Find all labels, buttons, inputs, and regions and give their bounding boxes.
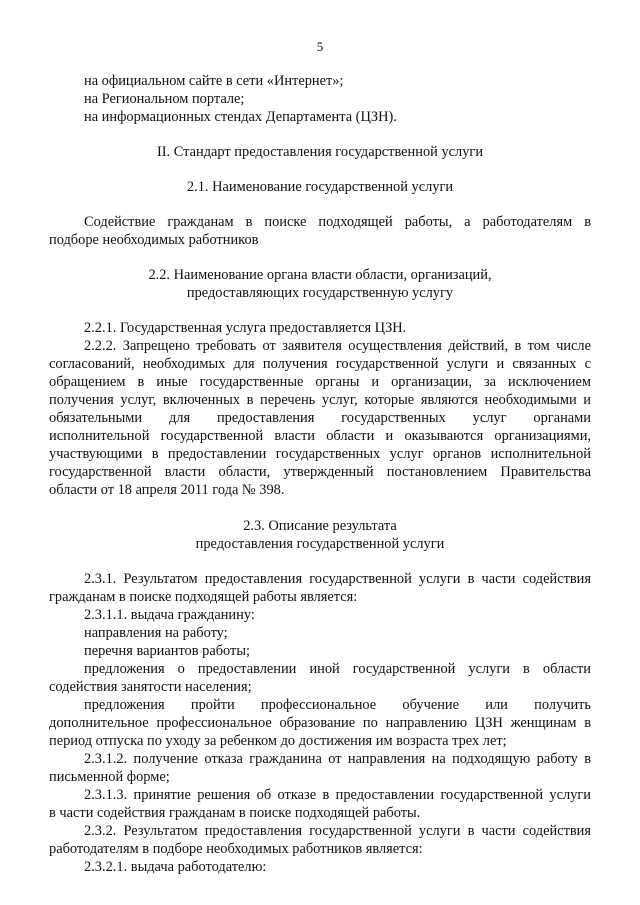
subsection-heading: предоставления государственной услуги [195, 536, 445, 552]
text-line: период отпуска по уходу за ребенком до достижения им возраста трех лет; [49, 733, 507, 749]
text-line: 2.3.1. Результатом предоставления государственной услуги в части содействия [84, 571, 591, 587]
text-line: 2.3.2. Результатом предоставления государственной услуги в части содействия [84, 823, 591, 839]
text-line: предложения о предоставлении иной государственной услуги в области [84, 661, 591, 677]
text-line: Содействие гражданам в поиске подходящей работы, а работодателям в [84, 214, 591, 230]
text-line: дополнительное профессиональное образование по направлению ЦЗН женщинам в [49, 715, 591, 731]
text-line: согласований, необходимых для получения государственной услуги и связанных с [49, 356, 591, 372]
text-line: 2.3.1.1. выдача гражданину: [84, 607, 255, 623]
text-line: письменной форме; [49, 769, 170, 785]
text-line: области от 18 апреля 2011 года № 398. [49, 482, 285, 498]
text-line: 2.2.1. Государственная услуга предоставляется ЦЗН. [84, 320, 407, 336]
section-heading: II. Стандарт предоставления государственной услуги [156, 144, 484, 160]
text-line: на официальном сайте в сети «Интернет»; [84, 73, 344, 89]
text-line: гражданам в поиске подходящей работы является: [49, 589, 358, 605]
subsection-heading: 2.1. Наименование государственной услуги [186, 179, 454, 195]
text-line: предложения пройти профессиональное обучение или получить [84, 697, 591, 713]
text-line: на Региональном портале; [84, 91, 245, 107]
text-line: 2.3.1.2. получение отказа гражданина от направления на подходящую работу в [84, 751, 591, 767]
text-line: перечня вариантов работы; [84, 643, 250, 659]
text-line: 2.2.2. Запрещено требовать от заявителя осуществления действий, в том числе [84, 338, 591, 354]
text-line: подборе необходимых работников [49, 232, 259, 248]
subsection-heading: 2.2. Наименование органа власти области, организаций, [148, 267, 492, 283]
page-number: 5 [316, 39, 324, 54]
text-line: обязательными для предоставления государственных услуг органами [49, 410, 591, 426]
text-line: на информационных стендах Департамента (ЦЗН). [84, 109, 397, 125]
text-line: исполнительной государственной власти области и оказываются организациями, [49, 428, 591, 444]
text-line: 2.3.2.1. выдача работодателю: [84, 859, 267, 875]
text-line: содействия занятости населения; [49, 679, 252, 695]
text-line: обращением в иные государственные органы и организации, за исключением [49, 374, 591, 390]
text-line: работодателям в подборе необходимых работников является: [49, 841, 423, 857]
text-line: 2.3.1.3. принятие решения об отказе в предоставлении государственной услуги [84, 787, 591, 803]
text-line: государственной власти области, утвержденный постановлением Правительства [49, 464, 591, 480]
text-line: получения услуг, включенных в перечень услуг, которые являются необходимыми и [49, 392, 591, 408]
subsection-heading: предоставляющих государственную услугу [186, 285, 454, 301]
text-line: участвующими в предоставлении государственных услуг органов исполнительной [49, 446, 591, 462]
subsection-heading: 2.3. Описание результата [243, 518, 397, 534]
text-line: в части содействия гражданам в поиске подходящей работы. [49, 805, 421, 821]
text-line: направления на работу; [84, 625, 228, 641]
